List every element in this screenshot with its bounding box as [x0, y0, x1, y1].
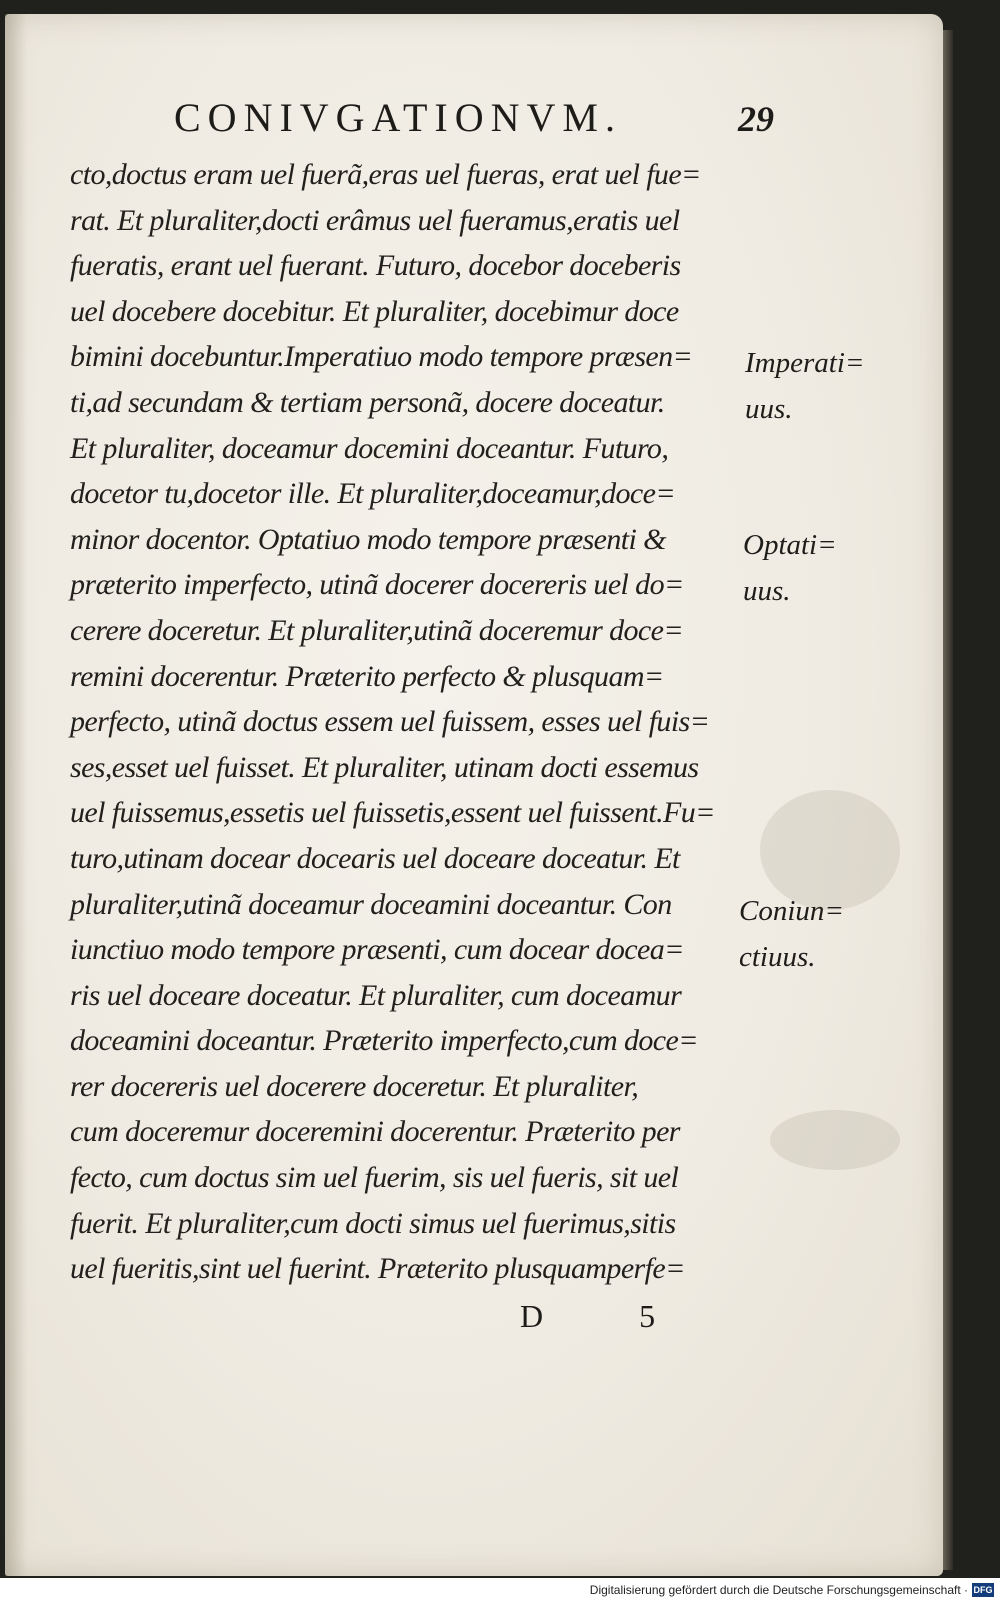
text-line: ses,esset uel fuisset. Et pluraliter, utinam docti essemus	[70, 750, 699, 784]
text-line: rer docereris uel docerere doceretur. Et pluraliter,	[70, 1069, 639, 1103]
signature-mark: D 5	[520, 1298, 700, 1334]
marginal-line: Coniun=	[739, 895, 844, 927]
text-line: doceamini doceantur. Præterito imperfecto,cum doce=	[70, 1024, 698, 1058]
text-line: Et pluraliter, doceamur docemini doceantur. Futuro,	[70, 431, 669, 465]
text-line: ris uel doceare doceatur. Et pluraliter, cum doceamur	[70, 978, 682, 1012]
text-line: cto,doctus eram uel fuerã,eras uel fueras, erat uel fue=	[70, 158, 701, 191]
digitization-footer	[0, 1578, 1000, 1603]
text-line: remini docerentur. Præterito perfecto & plusquam=	[70, 659, 664, 693]
page-number: 29	[738, 99, 774, 139]
marginal-note-coniunctiuus	[739, 888, 844, 980]
text-line: minor docentor. Optatiuo modo tempore præsenti &	[70, 522, 666, 556]
text-line: cerere doceretur. Et pluraliter,utinã doceremur doce=	[70, 613, 684, 647]
running-head	[0, 88, 1000, 148]
body-text	[70, 152, 742, 1292]
text-line: docetor tu,docetor ille. Et pluraliter,doceamur,doce=	[70, 477, 675, 511]
paper-stain	[770, 1110, 900, 1170]
marginal-line: Optati=	[743, 529, 837, 561]
text-line: præterito imperfecto, utinã docerer docereris uel do=	[70, 568, 684, 602]
text-line: pluraliter,utinã doceamur doceamini doceantur. Con	[70, 887, 672, 921]
funding-credit: Digitalisierung gefördert durch die Deutsche Forschungsgemeinschaft ·	[589, 1583, 968, 1597]
text-line: ti,ad secundam & tertiam personã, docere doceatur.	[70, 385, 665, 419]
text-line: uel docebere docebitur. Et pluraliter, docebimur doce	[70, 294, 679, 328]
marginal-line: uus.	[743, 575, 791, 607]
text-line: uel fueritis,sint uel fuerint. Præterito plusquamperfe=	[70, 1252, 685, 1286]
marginal-note-optatiuus	[743, 522, 837, 614]
marginal-line: Imperati=	[745, 347, 865, 379]
marginal-line: ctiuus.	[739, 941, 816, 973]
text-line: fueratis, erant uel fuerant. Futuro, docebor doceberis	[70, 249, 681, 283]
page-gutter-shadow	[5, 14, 27, 1576]
marginal-note-imperatiuus	[745, 340, 864, 432]
dfg-logo-icon: DFG	[973, 1585, 993, 1595]
text-line: cum doceremur doceremini docerentur. Præterito per	[70, 1115, 680, 1149]
text-line: turo,utinam docear docearis uel doceare doceatur. Et	[70, 841, 680, 875]
text-line: fecto, cum doctus sim uel fuerim, sis uel fueris, sit uel	[70, 1161, 679, 1195]
text-line: fuerit. Et pluraliter,cum docti simus uel fuerimus,sitis	[70, 1206, 676, 1240]
text-line: perfecto, utinã doctus essem uel fuissem, esses uel fuis=	[70, 705, 710, 739]
text-line: bimini docebuntur.Imperatiuo modo tempore præsen=	[70, 340, 693, 374]
text-line: rat. Et pluraliter,docti erâmus uel fueramus,eratis uel	[70, 203, 680, 237]
text-line: iunctiuo modo tempore præsenti, cum docear docea=	[70, 933, 684, 967]
marginal-line: uus.	[745, 393, 793, 425]
text-line: uel fuissemus,essetis uel fuissetis,essent uel fuissent.Fu=	[70, 796, 715, 830]
running-title: CONIVGATIONVM.	[174, 95, 622, 140]
